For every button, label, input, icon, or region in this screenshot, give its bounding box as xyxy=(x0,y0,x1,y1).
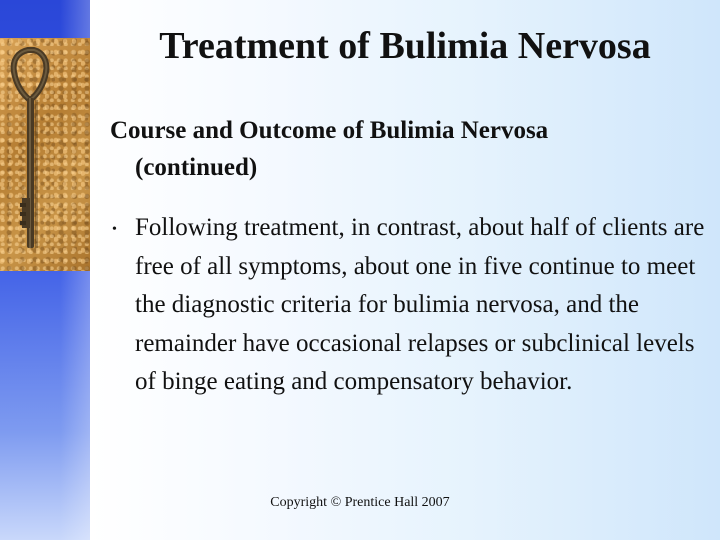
slide-subtitle xyxy=(110,112,710,186)
key-photo xyxy=(0,38,90,271)
copyright-footer: Copyright © Prentice Hall 2007 xyxy=(270,495,450,510)
subtitle-line-2: (continued) xyxy=(135,154,258,181)
bullet-marker: • xyxy=(112,222,117,237)
slide-title: Treatment of Bulimia Nervosa xyxy=(159,25,651,67)
bullet-text: Following treatment, in contrast, about half of clients are free of all symptoms, about one in five continue to meet the diagnostic criteria for bulimia nervosa, and the remainder have occasional relapses or subclinical levels of binge eating and compensatory behavior. xyxy=(135,214,705,396)
subtitle-line-1: Course and Outcome of Bulimia Nervosa xyxy=(110,117,549,144)
key-icon xyxy=(0,38,90,271)
